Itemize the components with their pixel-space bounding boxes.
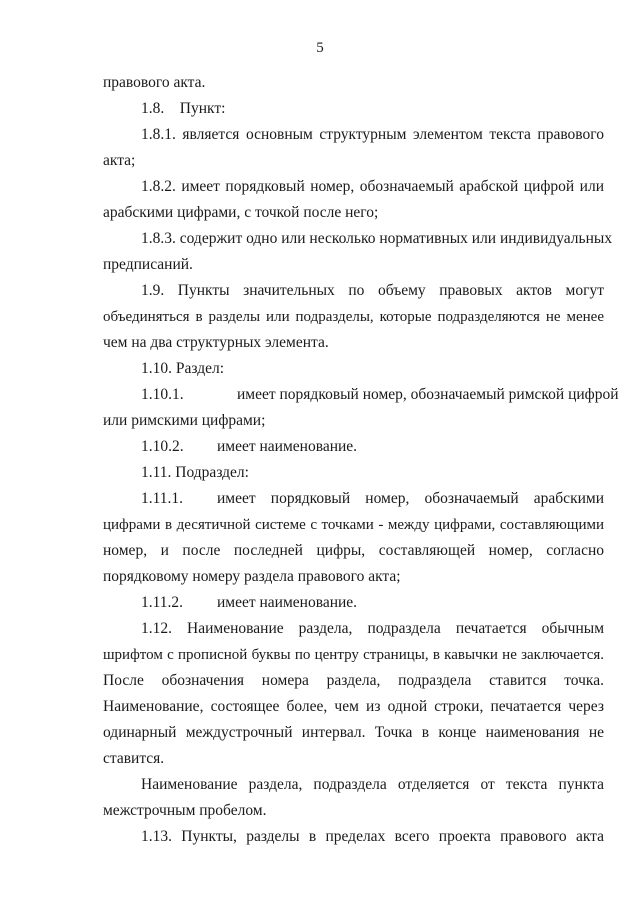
item-number: 1.10.1.	[141, 386, 184, 403]
text-line: или римскими цифрами;	[103, 412, 266, 429]
text-line: чем на два структурных элемента.	[103, 334, 329, 351]
text-line: Наименование, состоящее более, чем из одной строки, печатается через	[103, 698, 604, 715]
text-line: шрифтом с прописной буквы по центру страницы, в кавычки не заключается.	[103, 647, 604, 663]
text-line: 1.13. Пункты, разделы в пределах всего проекта правового акта	[141, 828, 604, 845]
text-line: межстрочным пробелом.	[103, 802, 267, 819]
text-line: 1.11. Подраздел:	[141, 464, 249, 481]
text-line	[103, 590, 604, 616]
item-number: 1.11.1.	[141, 490, 184, 507]
text-line: После обозначения номера раздела, подраздела ставится точка.	[103, 672, 604, 689]
text-line: 1.8.3. содержит одно или несколько нормативных или индивидуальных	[141, 230, 613, 247]
text-line: цифрами в десятичной системе с точками - между цифрами, составляющими	[103, 517, 604, 533]
item-text: имеет порядковый номер, обозначаемый римской цифрой	[237, 386, 619, 403]
item-text: имеет наименование.	[217, 594, 358, 611]
text-line: номер, и после последней цифры, составляющей номер, согласно	[103, 542, 604, 559]
text-line	[103, 434, 604, 460]
text-line: 1.12. Наименование раздела, подраздела печатается обычным	[141, 620, 604, 637]
document-body	[103, 70, 619, 850]
text-line: правового акта.	[103, 74, 206, 91]
text-line: объединяться в разделы или подразделы, которые подразделяются не менее	[103, 309, 604, 325]
page-number: 5	[316, 40, 324, 56]
text-line: 1.10. Раздел:	[141, 360, 225, 377]
text-line: Наименование раздела, подраздела отделяется от текста пункта	[141, 776, 604, 793]
text-line: 1.8. Пункт:	[141, 100, 226, 117]
text-line: 1.8.1. является основным структурным элементом текста правового	[141, 126, 604, 143]
item-text: имеет порядковый номер, обозначаемый арабскими	[217, 490, 604, 507]
text-line: ставится.	[103, 750, 165, 767]
item-text: имеет наименование.	[217, 438, 358, 455]
item-number: 1.11.2.	[141, 594, 184, 611]
text-line: арабскими цифрами, с точкой после него;	[103, 204, 379, 221]
text-line: порядковому номеру раздела правового акта;	[103, 568, 401, 585]
text-line: 1.9. Пункты значительных по объему правовых актов могут	[141, 282, 604, 299]
text-line	[103, 486, 604, 512]
text-line: акта;	[103, 152, 136, 169]
text-line: 1.8.2. имеет порядковый номер, обозначаемый арабской цифрой или	[141, 178, 604, 195]
text-line	[103, 382, 619, 408]
item-number: 1.10.2.	[141, 438, 184, 455]
text-line: одинарный междустрочный интервал. Точка в конце наименования не	[103, 724, 604, 741]
text-line: предписаний.	[103, 256, 193, 273]
